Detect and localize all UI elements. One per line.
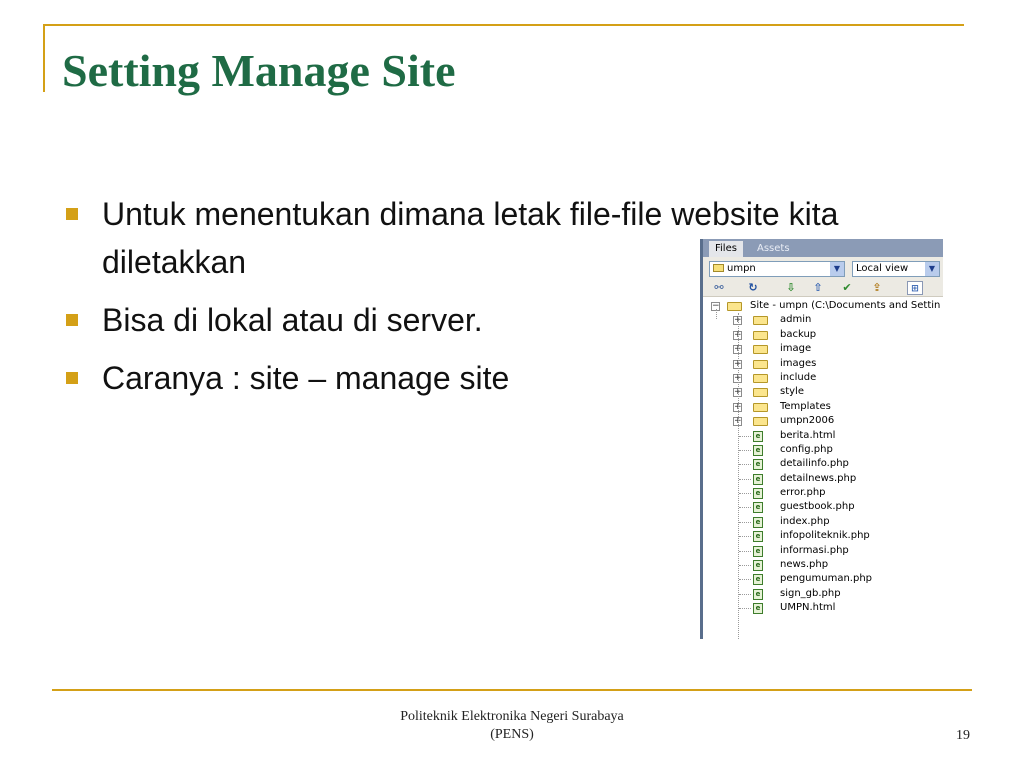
file-icon: e [753,574,763,585]
footer-divider [52,689,972,691]
file-icon: e [753,502,763,513]
tree-folder-label: include [780,371,817,383]
bullet-marker [66,372,78,384]
tree-folder[interactable] [703,400,943,414]
tree-file-label: guestbook.php [780,501,855,513]
tree-file-label: index.php [780,515,830,527]
folder-icon [753,360,768,369]
tree-connector [739,551,751,552]
expand-icon[interactable]: + [734,387,742,398]
expand-icon[interactable]: + [734,416,742,427]
expand-icon[interactable]: + [734,358,742,369]
file-icon: e [753,488,763,499]
tree-folder[interactable] [703,385,943,399]
file-tree [703,299,943,616]
tree-connector [739,608,751,609]
tree-folder[interactable] [703,414,943,428]
tree-file-label: UMPN.html [780,602,836,614]
tree-folder-label: Templates [780,400,831,412]
expand-icon[interactable]: + [734,401,742,412]
check-out-icon[interactable]: ✔ [842,281,852,294]
tree-file-label: error.php [780,487,826,499]
slide-title: Setting Manage Site [62,45,456,96]
expand-icon[interactable]: + [734,329,742,340]
files-toolbar [703,257,943,297]
tree-file[interactable] [703,529,943,543]
view-select[interactable] [852,261,940,277]
tree-file[interactable] [703,515,943,529]
folder-icon [753,345,768,354]
tree-connector [739,464,751,465]
footer-line-2: (PENS) [490,727,534,742]
file-icon: e [753,531,763,542]
expand-icon[interactable]: + [734,372,742,383]
tree-connector [739,450,751,451]
tree-connector [739,565,751,566]
folder-icon [753,316,768,325]
tree-file[interactable] [703,601,943,615]
folder-icon [713,264,724,272]
panel-tab-bar [703,239,943,257]
file-icon: e [753,431,763,442]
tree-connector [739,579,751,580]
tab-files[interactable]: Files [709,241,743,257]
slide-frame-left [43,24,45,92]
tree-connector [739,536,751,537]
tree-connector [739,507,751,508]
file-icon: e [753,459,763,470]
folder-icon [753,331,768,340]
tree-connector [739,594,751,595]
slide-frame-top [43,24,964,26]
tree-file[interactable] [703,429,943,443]
file-icon: e [753,517,763,528]
tree-file-label: berita.html [780,429,836,441]
tree-folder[interactable] [703,328,943,342]
files-panel [700,239,943,639]
tree-folder[interactable] [703,342,943,356]
folder-icon [753,403,768,412]
tree-folder-label: umpn2006 [780,415,835,427]
file-icon: e [753,546,763,557]
tree-file-label: news.php [780,559,829,571]
tree-root-label: Site - umpn (C:\Documents and Settin [750,300,941,311]
bullet-text: Bisa di lokal atau di server. [102,302,483,338]
bullet-text: Untuk menentukan dimana letak file-file website kita diletakkan [102,196,839,280]
tree-file[interactable] [703,500,943,514]
bullet-text: Caranya : site – manage site [102,360,510,396]
tree-file[interactable] [703,572,943,586]
file-icon: e [753,445,763,456]
tree-folder[interactable] [703,357,943,371]
tree-folder-label: backup [780,328,817,340]
expand-icon[interactable]: + [734,315,742,326]
connect-icon[interactable]: ⚯ [714,281,724,294]
file-icon: e [753,560,763,571]
folder-icon [753,374,768,383]
tree-file-label: infopoliteknik.php [780,530,870,542]
tree-folder-label: style [780,386,804,398]
bullet-marker [66,314,78,326]
tree-file-label: config.php [780,443,833,455]
site-select[interactable] [709,261,845,277]
tree-folder[interactable] [703,313,943,327]
check-in-icon[interactable]: ⇪ [872,281,882,294]
tree-root[interactable] [703,299,943,313]
tree-file-label: sign_gb.php [780,587,841,599]
folder-icon [753,417,768,426]
collapse-icon[interactable]: − [712,301,720,311]
footer-institution [362,708,662,744]
footer-line-1: Politeknik Elektronika Negeri Surabaya [400,709,624,724]
tree-file[interactable] [703,443,943,457]
bullet-marker [66,208,78,220]
tree-connector [716,309,717,319]
refresh-icon[interactable]: ↻ [748,281,758,294]
tree-folder-label: image [780,343,812,355]
file-icon: e [753,474,763,485]
file-icon: e [753,589,763,600]
tree-connector [739,522,751,523]
put-icon[interactable]: ⇧ [813,281,823,294]
tree-connector [739,479,751,480]
view-select-value: Local view [856,263,909,274]
tree-file[interactable] [703,472,943,486]
tree-folder-label: admin [780,314,812,326]
tree-connector [739,493,751,494]
tree-file[interactable] [703,457,943,471]
tree-file[interactable] [703,587,943,601]
tree-connector [739,436,751,437]
folder-icon [753,388,768,397]
tree-folder[interactable] [703,371,943,385]
tree-connector [738,313,739,639]
tree-file-label: detailnews.php [780,472,857,484]
expand-icon[interactable]: ⊞ [907,281,923,295]
tree-file[interactable] [703,544,943,558]
site-select-value: umpn [727,263,756,274]
expand-icon[interactable]: + [734,344,742,355]
page-number: 19 [956,728,970,743]
get-icon[interactable]: ⇩ [786,281,796,294]
folder-icon [727,302,742,311]
chevron-down-icon[interactable]: ▼ [830,262,844,276]
tree-file[interactable] [703,558,943,572]
tree-folder-label: images [780,357,817,369]
file-icon: e [753,603,763,614]
tab-assets[interactable]: Assets [757,243,790,254]
tree-file-label: detailinfo.php [780,458,849,470]
tree-file-label: pengumuman.php [780,573,873,585]
chevron-down-icon[interactable]: ▼ [925,262,939,276]
tree-file-label: informasi.php [780,544,849,556]
tree-file[interactable] [703,486,943,500]
